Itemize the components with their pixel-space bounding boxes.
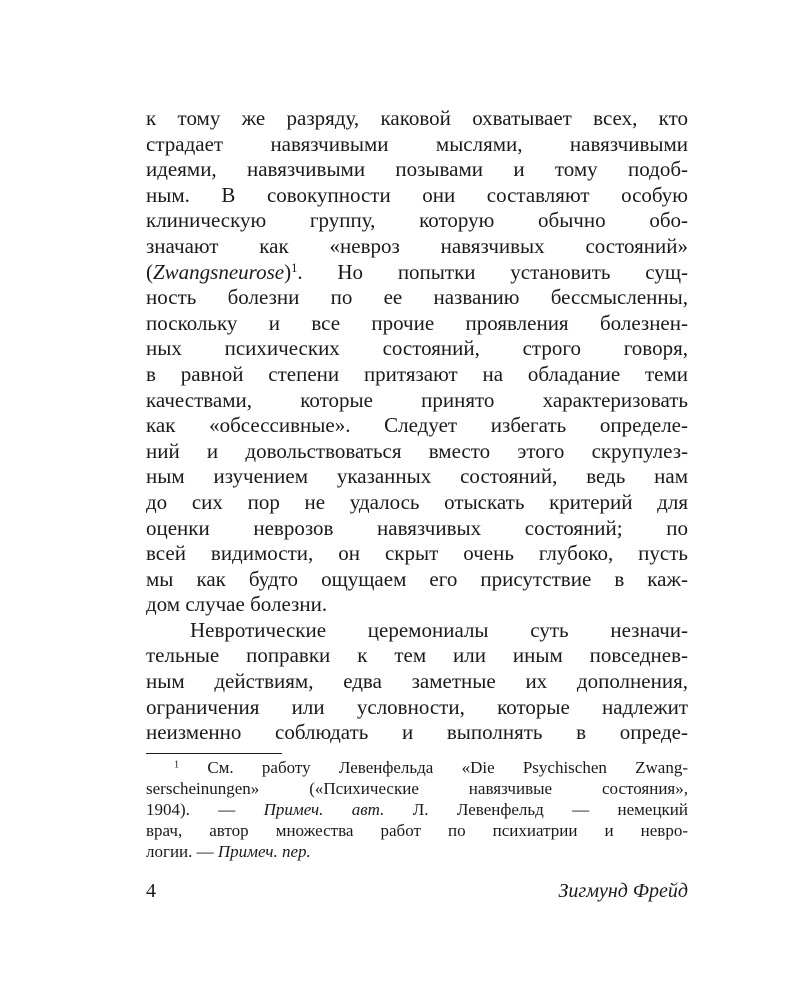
text-line: дом случае болезни. [146, 592, 328, 617]
text-line: значают как «невроз навязчивых состояний» [146, 233, 688, 258]
footnote [146, 757, 688, 862]
text-line: ных психических состояний, строго говоря, [146, 336, 688, 361]
footnote-line: врач, автор множества работ по психиатрии и невро- [146, 821, 688, 840]
text-line: до сих пор не удалось отыскать критерий для [146, 489, 688, 514]
text-line: всей видимости, он скрыт очень глубоко, пусть [146, 541, 688, 566]
footnote-line: логии. — Примеч. пер. [146, 842, 311, 861]
text-line: ным изучением указанных состояний, ведь нам [146, 464, 688, 489]
text-line: неизменно соблюдать и выполнять в опреде- [146, 720, 688, 745]
text-line: как «обсессивные». Следует избегать определе- [146, 413, 688, 438]
footnote-line: $^1$ См. работу Левенфельда «Die Psychischen Zwang- [174, 758, 688, 777]
footnote-ref[interactable]: 1 [291, 260, 298, 275]
text-line: в равной степени притязают на обладание теми [146, 361, 688, 386]
text-line: мы как будто ощущаем его присутствие в каж- [146, 566, 688, 591]
text-line: оценки неврозов навязчивых состояний; по [146, 515, 688, 540]
text-line: ным. В совокупности они составляют особую [146, 182, 688, 207]
text-line: качествами, которые принято характеризовать [146, 387, 688, 412]
text-line: к тому же разряду, каковой охватывает всех, кто [146, 106, 688, 130]
translator-note-label: Примеч. пер. [217, 842, 311, 861]
footnote-line: 1904). — Примеч. авт. Л. Левенфельд — немецкий [146, 800, 688, 819]
text-line: ным действиям, едва заметные их дополнения, [146, 669, 688, 694]
text-line: страдает навязчивыми мыслями, навязчивыми [146, 131, 688, 156]
german-term: Zwangsneurose [153, 259, 285, 284]
main-text [146, 106, 688, 746]
footnote-divider [146, 753, 282, 754]
text-line: клиническую группу, которую обычно обо- [146, 208, 688, 233]
author-note-label: Примеч. авт. [263, 800, 385, 819]
text-line: тельные поправки к тем или иным повседнев- [146, 643, 688, 668]
text-line-footnote-ref: (Zwangsneurose)$^1$. Но попытки установить сущ- [146, 259, 688, 284]
page-footer [146, 880, 688, 910]
footnote-marker: 1 [174, 759, 180, 771]
text-line: ний и довольствоваться вместо этого скрупулез- [146, 438, 688, 463]
text-line: ограничения или условности, которые надлежит [146, 694, 688, 719]
text-line: поскольку и все прочие проявления болезнен- [146, 310, 688, 335]
text-line: ность болезни по ее названию бессмысленны, [146, 285, 688, 310]
paragraph-start-line: Невротические церемониалы суть незначи- [190, 617, 688, 642]
text-line: идеями, навязчивыми позывами и тому подоб- [146, 157, 688, 182]
running-title: Зигмунд Фрейд [558, 880, 688, 902]
footnote-line: serscheinungen» («Психические навязчивые состояния», [146, 779, 688, 798]
page-number: 4 [146, 880, 156, 902]
